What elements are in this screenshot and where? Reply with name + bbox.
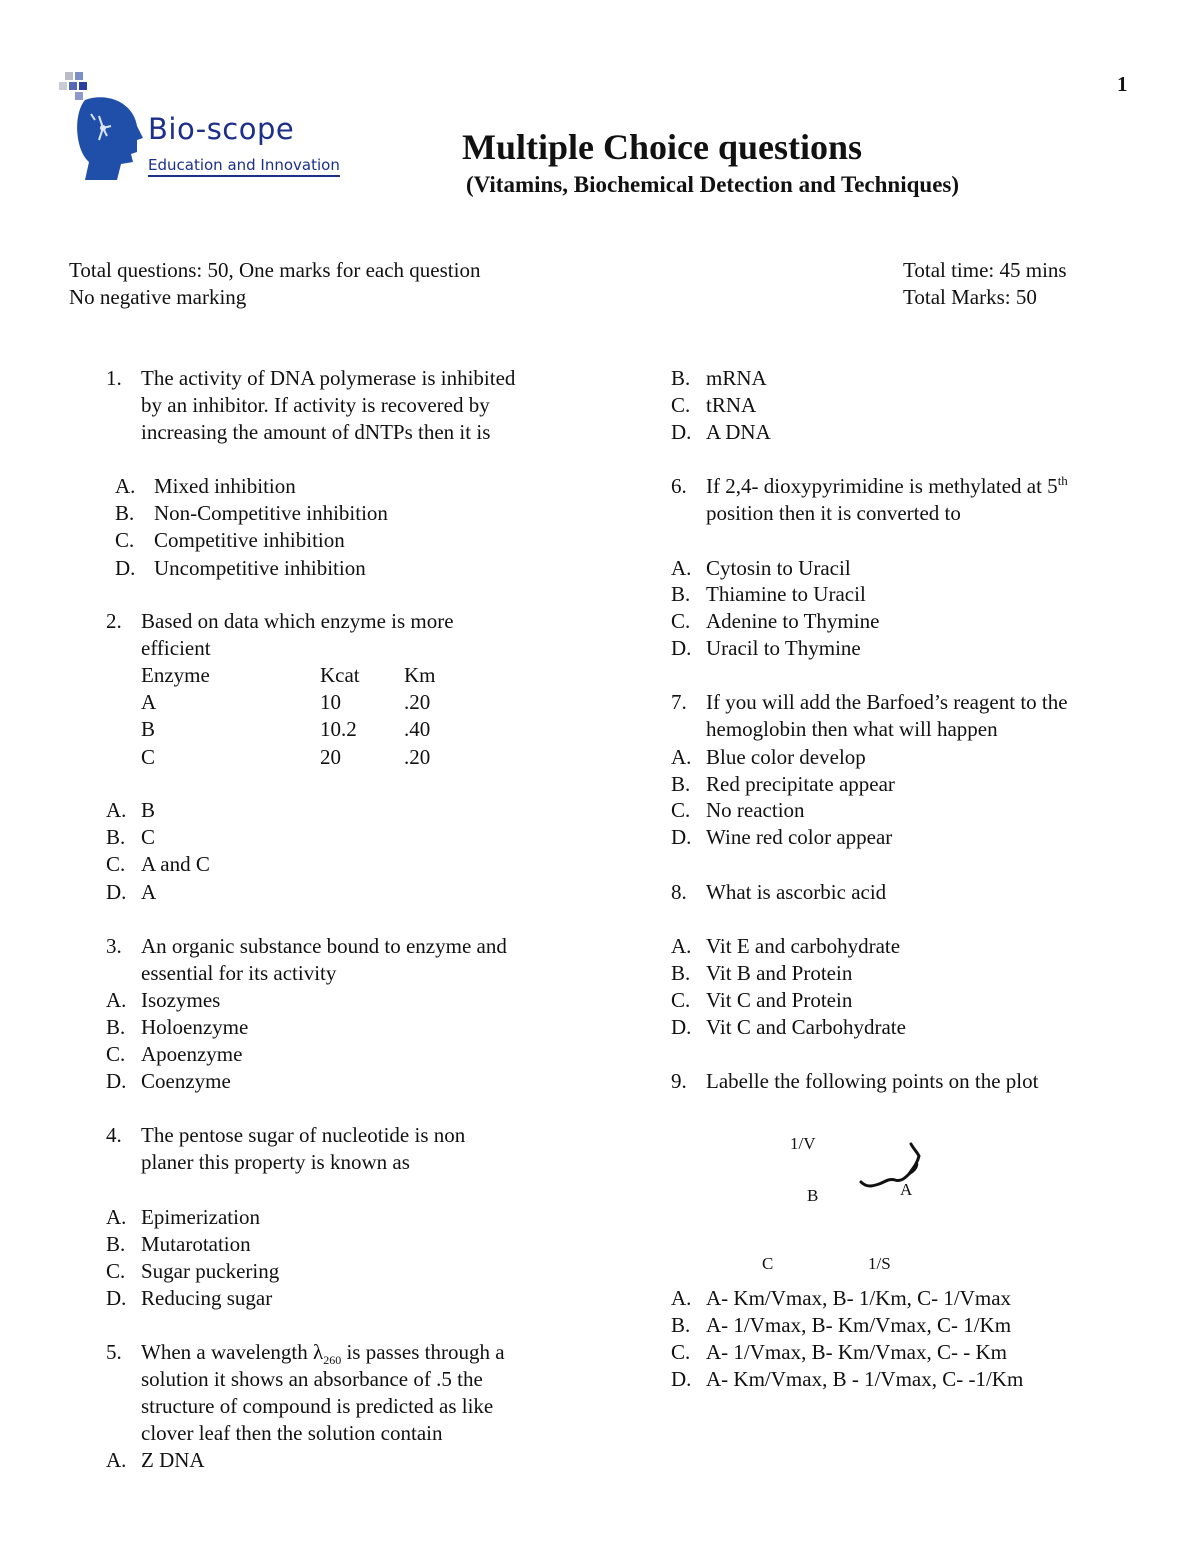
question-text-line: The pentose sugar of nucleotide is non [141, 1123, 466, 1147]
option-letter: A. [106, 1205, 127, 1229]
option-text: Apoenzyme [141, 1042, 243, 1066]
question-number: 6. [671, 474, 687, 498]
question-text-line: What is ascorbic acid [706, 880, 887, 904]
question-text-segment: is passes through a [341, 1340, 505, 1364]
option-letter: D. [106, 880, 127, 904]
option-text: Vit C and Carbohydrate [706, 1015, 906, 1039]
option-letter: D. [671, 1367, 692, 1391]
table-cell: B [141, 717, 156, 741]
option-text: B [141, 798, 156, 822]
plot-point-a-label: A [900, 1180, 913, 1199]
option-letter: C. [106, 1042, 126, 1066]
option-text: C [141, 825, 156, 849]
option-letter: B. [106, 825, 126, 849]
option-text: Vit E and carbohydrate [706, 934, 901, 958]
option-text: Adenine to Thymine [706, 609, 880, 633]
question-text-line: by an inhibitor. If activity is recovered by [141, 393, 490, 417]
option-text: No reaction [706, 798, 805, 822]
option-letter: A. [671, 934, 692, 958]
table-cell: .40 [404, 717, 431, 741]
option-letter: B. [671, 582, 691, 606]
logo-tagline: Education and Innovation [148, 156, 340, 177]
option-text: Z DNA [141, 1448, 205, 1472]
option-letter: B. [671, 772, 691, 796]
option-text: Blue color develop [706, 745, 866, 769]
page-title: Multiple Choice questions [462, 127, 863, 167]
option-text: Mixed inhibition [154, 474, 296, 498]
table-header: Kcat [320, 663, 360, 687]
option-letter: C. [671, 1340, 691, 1364]
option-letter: D. [671, 825, 692, 849]
option-letter: A. [106, 798, 127, 822]
question-text-line: hemoglobin then what will happen [706, 717, 998, 741]
question-text-line: solution it shows an absorbance of .5 the [141, 1367, 483, 1391]
table-cell: 10.2 [320, 717, 357, 741]
head-silhouette-icon [55, 68, 150, 186]
question-text-line: increasing the amount of dNTPs then it is [141, 420, 491, 444]
table-cell: 20 [320, 745, 341, 769]
info-negative-marking: No negative marking [69, 285, 247, 309]
option-text: A DNA [706, 420, 771, 444]
option-text: A- 1/Vmax, B- Km/Vmax, C- - Km [706, 1340, 1007, 1364]
option-text: A and C [141, 852, 210, 876]
option-letter: C. [671, 988, 691, 1012]
option-text: Holoenzyme [141, 1015, 249, 1039]
option-text: Non-Competitive inhibition [154, 501, 388, 525]
question-number: 8. [671, 880, 687, 904]
question-text-line: An organic substance bound to enzyme and [141, 934, 507, 958]
info-total-marks: Total Marks: 50 [903, 285, 1037, 309]
question-text-line: If you will add the Barfoed’s reagent to the [706, 690, 1068, 714]
question-text-line: planer this property is known as [141, 1150, 410, 1174]
superscript-th: th [1057, 473, 1068, 488]
question-text-line: structure of compound is predicted as like [141, 1394, 494, 1418]
option-letter: D. [106, 1286, 127, 1310]
page-number: 1 [1117, 72, 1128, 96]
option-letter: D. [106, 1069, 127, 1093]
question-text-segment: When a wavelength λ [141, 1340, 324, 1364]
question-text-line: clover leaf then the solution contain [141, 1421, 443, 1445]
logo-brand-text: Bio-scope [148, 112, 295, 146]
option-letter: C. [671, 393, 691, 417]
question-text-line [141, 1339, 505, 1366]
question-text-line: Labelle the following points on the plot [706, 1069, 1039, 1093]
question-number: 1. [106, 366, 122, 390]
question-number: 2. [106, 609, 122, 633]
option-text: Uracil to Thymine [706, 636, 861, 660]
plot-y-axis-label: 1/V [790, 1134, 816, 1153]
option-text: Cytosin to Uracil [706, 556, 851, 580]
plot-x-axis-label: 1/S [868, 1254, 891, 1273]
option-letter: B. [115, 501, 135, 525]
subscript-260: 260 [323, 1353, 342, 1368]
info-total-questions: Total questions: 50, One marks for each question [69, 258, 481, 282]
question-text-line: position then it is converted to [706, 501, 961, 525]
option-text: Thiamine to Uracil [706, 582, 866, 606]
question-text-line: The activity of DNA polymerase is inhibited [141, 366, 516, 390]
option-text: Competitive inhibition [154, 528, 345, 552]
option-text: A- Km/Vmax, B- 1/Km, C- 1/Vmax [706, 1286, 1012, 1310]
option-letter: B. [106, 1232, 126, 1256]
question-number: 7. [671, 690, 687, 714]
question-text-line: Based on data which enzyme is more [141, 609, 454, 633]
option-letter: A. [115, 474, 136, 498]
option-letter: A. [106, 1448, 127, 1472]
option-letter: B. [671, 961, 691, 985]
table-cell: C [141, 745, 156, 769]
option-text: A- 1/Vmax, B- Km/Vmax, C- 1/Km [706, 1313, 1012, 1337]
option-text: Red precipitate appear [706, 772, 895, 796]
option-text: A- Km/Vmax, B - 1/Vmax, C- -1/Km [706, 1367, 1024, 1391]
question-number: 9. [671, 1069, 687, 1093]
option-letter: A. [671, 556, 692, 580]
option-letter: C. [106, 1259, 126, 1283]
option-letter: D. [671, 1015, 692, 1039]
option-text: Epimerization [141, 1205, 260, 1229]
option-letter: B. [106, 1015, 126, 1039]
option-letter: D. [115, 556, 136, 580]
option-letter: B. [671, 1313, 691, 1337]
question-number: 3. [106, 934, 122, 958]
option-text: Wine red color appear [706, 825, 893, 849]
table-header: Km [404, 663, 436, 687]
plot-point-c-label: C [762, 1254, 774, 1273]
option-text: Vit C and Protein [706, 988, 853, 1012]
option-letter: C. [106, 852, 126, 876]
option-letter: C. [671, 798, 691, 822]
option-letter: A. [671, 1286, 692, 1310]
option-letter: C. [115, 528, 135, 552]
table-cell: .20 [404, 690, 431, 714]
plot-point-b-label: B [807, 1186, 819, 1205]
option-text: tRNA [706, 393, 757, 417]
option-text: Mutarotation [141, 1232, 251, 1256]
option-text: Coenzyme [141, 1069, 231, 1093]
question-text-line [706, 473, 1068, 500]
page-subtitle: (Vitamins, Biochemical Detection and Techniques) [466, 172, 960, 197]
option-text: Vit B and Protein [706, 961, 853, 985]
table-header: Enzyme [141, 663, 210, 687]
option-letter: D. [671, 636, 692, 660]
option-text: A [141, 880, 157, 904]
option-letter: C. [671, 609, 691, 633]
option-text: Uncompetitive inhibition [154, 556, 366, 580]
option-letter: A. [106, 988, 127, 1012]
question-text-line: efficient [141, 636, 211, 660]
option-text: Reducing sugar [141, 1286, 273, 1310]
question-text-line: essential for its activity [141, 961, 337, 985]
question-number: 4. [106, 1123, 122, 1147]
info-total-time: Total time: 45 mins [903, 258, 1067, 282]
option-text: Isozymes [141, 988, 221, 1012]
option-letter: B. [671, 366, 691, 390]
table-cell: A [141, 690, 157, 714]
option-text: Sugar puckering [141, 1259, 280, 1283]
option-text: mRNA [706, 366, 767, 390]
option-letter: A. [671, 745, 692, 769]
question-number: 5. [106, 1340, 122, 1364]
table-cell: .20 [404, 745, 431, 769]
plot-curve-sketch [855, 1138, 930, 1198]
option-letter: D. [671, 420, 692, 444]
table-cell: 10 [320, 690, 341, 714]
question-text-segment: If 2,4- dioxypyrimidine is methylated at 5 [706, 474, 1058, 498]
